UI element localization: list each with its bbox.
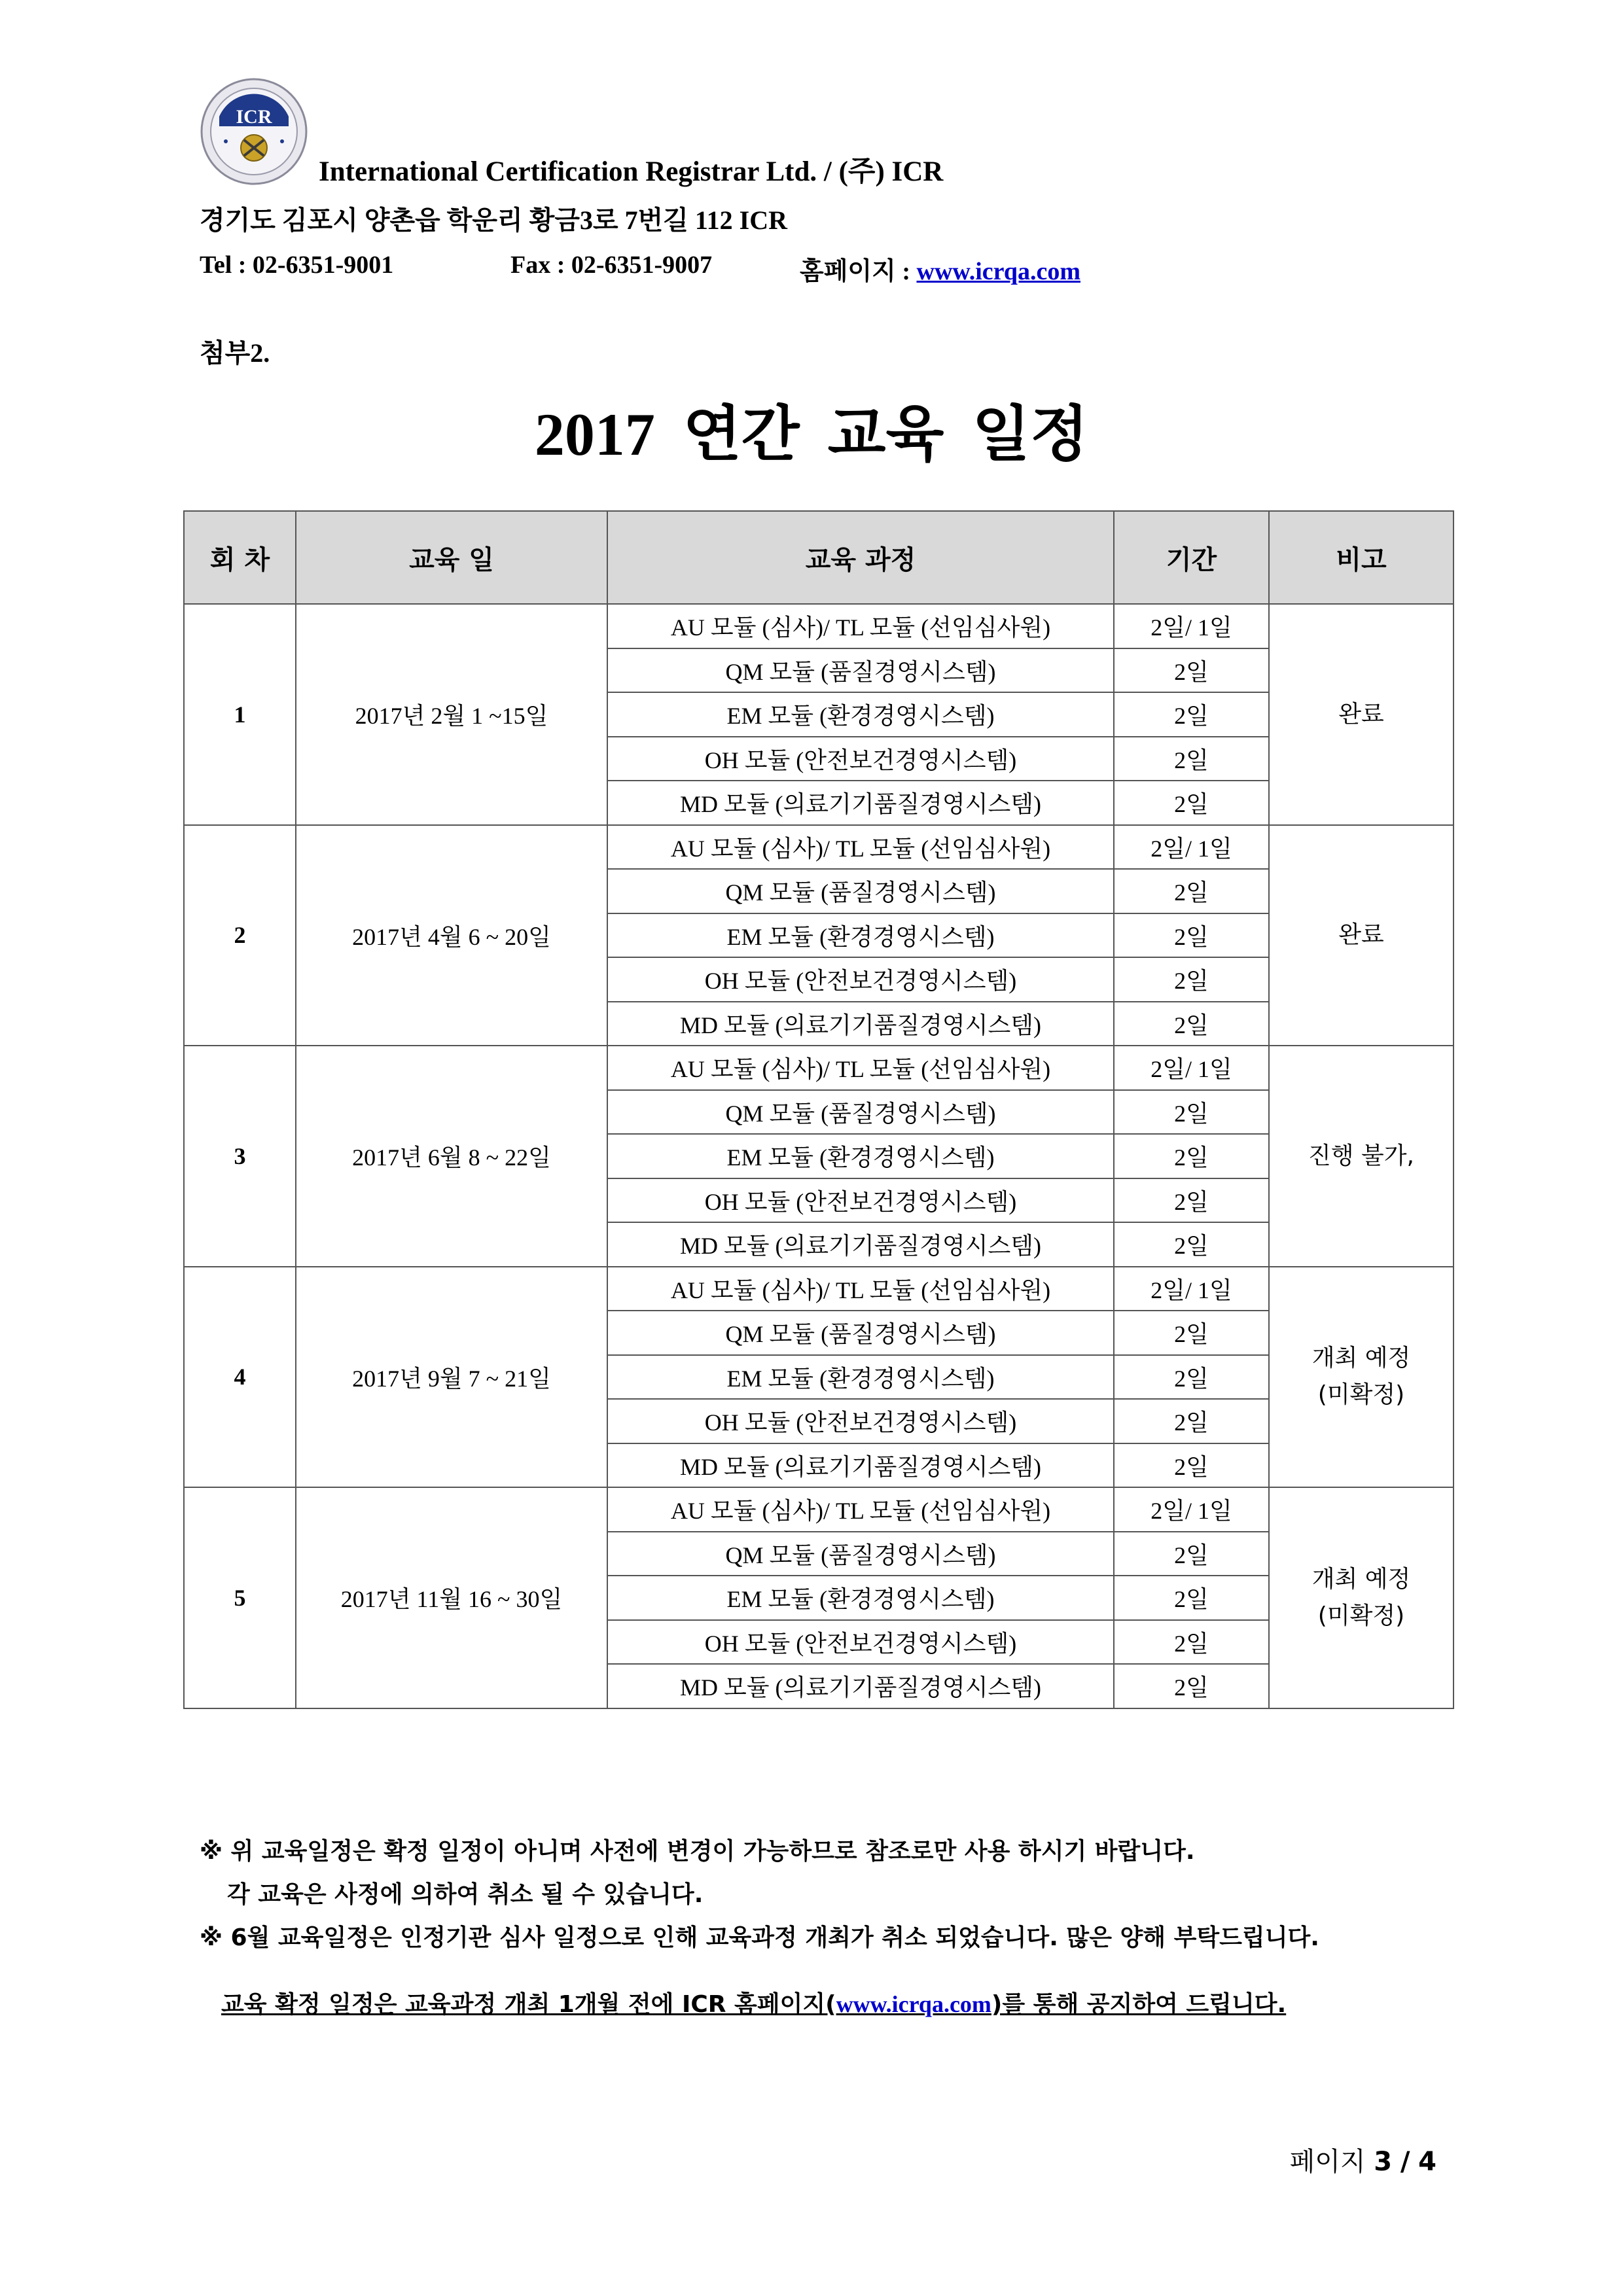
course-period: 2일/ 1일 [1114, 1046, 1269, 1090]
round-note [1269, 1267, 1454, 1488]
course-period: 2일 [1114, 1002, 1269, 1046]
course-name: EM 모듈 (환경경영시스템) [607, 1355, 1114, 1400]
round-note [1269, 604, 1454, 825]
round-note-line: 완료 [1338, 700, 1384, 728]
round-number: 2 [184, 825, 296, 1046]
round-note-line: (미확정) [1317, 1602, 1405, 1629]
course-name: EM 모듈 (환경경영시스템) [607, 692, 1114, 737]
course-name: QM 모듈 (품질경영시스템) [607, 1090, 1114, 1135]
course-period: 2일 [1114, 692, 1269, 737]
course-period: 2일 [1114, 1222, 1269, 1267]
document-title: 2017 연간 교육 일정 [534, 401, 1089, 468]
page-separator: / [1400, 2147, 1410, 2177]
table-row [184, 1046, 1454, 1090]
round-number: 5 [184, 1487, 296, 1708]
course-period: 2일 [1114, 1620, 1269, 1665]
round-note-line: 완료 [1338, 921, 1384, 949]
round-date: 2017년 6월 8 ~ 22일 [296, 1046, 607, 1267]
course-period: 2일 [1114, 781, 1269, 825]
page-current: 3 [1374, 2147, 1393, 2177]
round-number: 1 [184, 604, 296, 825]
course-name: QM 모듈 (품질경영시스템) [607, 1532, 1114, 1576]
course-period: 2일 [1114, 1443, 1269, 1488]
course-name: QM 모듈 (품질경영시스템) [607, 1311, 1114, 1355]
header-round: 회 차 [184, 511, 296, 604]
company-name: International Certification Registrar Ltd. / (주) ICR [319, 156, 944, 187]
course-name: OH 모듈 (안전보건경영시스템) [607, 957, 1114, 1002]
course-period: 2일 [1114, 1134, 1269, 1178]
final-notice-link[interactable]: www.icrqa.com [836, 1991, 991, 2017]
round-note-line: 개최 예정 [1311, 1345, 1411, 1372]
course-period: 2일 [1114, 869, 1269, 913]
schedule-table [183, 510, 1454, 1709]
note-line: ※ 6월 교육일정은 인정기관 심사 일정으로 인해 교육과정 개최가 취소 되었습니다. 많은 양해 부탁드립니다. [200, 1924, 1319, 1951]
round-date: 2017년 11월 16 ~ 30일 [296, 1487, 607, 1708]
notes-block [200, 1832, 1319, 1962]
round-note [1269, 1487, 1454, 1708]
note-line: 각 교육은 사정에 의하여 취소 될 수 있습니다. [227, 1881, 704, 1908]
svg-text:ICR: ICR [236, 106, 272, 128]
round-date: 2017년 4월 6 ~ 20일 [296, 825, 607, 1046]
course-period: 2일 [1114, 1355, 1269, 1400]
course-name: OH 모듈 (안전보건경영시스템) [607, 737, 1114, 781]
table-row [184, 604, 1454, 648]
course-name: OH 모듈 (안전보건경영시스템) [607, 1620, 1114, 1665]
company-address: 경기도 김포시 양촌읍 학운리 황금3로 7번길 112 ICR [200, 205, 788, 235]
course-name: MD 모듈 (의료기기품질경영시스템) [607, 1664, 1114, 1708]
course-name: MD 모듈 (의료기기품질경영시스템) [607, 1002, 1114, 1046]
homepage-row [800, 251, 1080, 287]
attachment-label: 첨부2. [200, 338, 270, 368]
course-period: 2일 [1114, 1532, 1269, 1576]
final-notice-after: )를 통해 공지하여 드립니다. [991, 1991, 1287, 2018]
page-number [1290, 2141, 1436, 2178]
table-row [184, 1487, 1454, 1532]
course-name: MD 모듈 (의료기기품질경영시스템) [607, 1443, 1114, 1488]
homepage-label: 홈페이지 : [800, 258, 910, 285]
note-line: ※ 위 교육일정은 확정 일정이 아니며 사전에 변경이 가능하므로 참조로만 사용 하시기 바랍니다. [200, 1838, 1195, 1865]
header-note: 비고 [1269, 511, 1454, 604]
course-name: MD 모듈 (의료기기품질경영시스템) [607, 781, 1114, 825]
round-number: 3 [184, 1046, 296, 1267]
round-note-line: 진행 불가, [1308, 1142, 1414, 1169]
course-period: 2일 [1114, 1664, 1269, 1708]
course-period: 2일 [1114, 737, 1269, 781]
icr-logo [200, 77, 308, 186]
round-number: 4 [184, 1267, 296, 1488]
header-period: 기간 [1114, 511, 1269, 604]
tel-number: Tel : 02-6351-9001 [200, 251, 394, 279]
course-name: AU 모듈 (심사)/ TL 모듈 (선임심사원) [607, 825, 1114, 870]
round-note-line: (미확정) [1317, 1381, 1405, 1409]
course-period: 2일/ 1일 [1114, 1267, 1269, 1311]
homepage-link[interactable]: www.icrqa.com [916, 258, 1080, 285]
course-name: EM 모듈 (환경경영시스템) [607, 913, 1114, 958]
page-label: 페이지 [1289, 2147, 1366, 2177]
round-note [1269, 825, 1454, 1046]
table-header-row [184, 511, 1454, 604]
course-name: QM 모듈 (품질경영시스템) [607, 869, 1114, 913]
course-name: EM 모듈 (환경경영시스템) [607, 1134, 1114, 1178]
course-period: 2일 [1114, 1399, 1269, 1443]
round-date: 2017년 2월 1 ~15일 [296, 604, 607, 825]
fax-number: Fax : 02-6351-9007 [510, 251, 713, 279]
course-period: 2일 [1114, 1178, 1269, 1223]
course-period: 2일 [1114, 1576, 1269, 1620]
course-name: OH 모듈 (안전보건경영시스템) [607, 1399, 1114, 1443]
course-name: EM 모듈 (환경경영시스템) [607, 1576, 1114, 1620]
course-period: 2일 [1114, 1311, 1269, 1355]
course-name: AU 모듈 (심사)/ TL 모듈 (선임심사원) [607, 1487, 1114, 1532]
table-row [184, 1267, 1454, 1311]
course-name: QM 모듈 (품질경영시스템) [607, 648, 1114, 693]
round-note [1269, 1046, 1454, 1267]
final-notice-before: 교육 확정 일정은 교육과정 개최 1개월 전에 ICR 홈페이지( [221, 1991, 836, 2018]
course-name: AU 모듈 (심사)/ TL 모듈 (선임심사원) [607, 1046, 1114, 1090]
header-course: 교육 과정 [607, 511, 1114, 604]
course-period: 2일 [1114, 913, 1269, 958]
final-notice [221, 1986, 1286, 2019]
round-note-line: 개최 예정 [1311, 1565, 1411, 1593]
course-name: AU 모듈 (심사)/ TL 모듈 (선임심사원) [607, 604, 1114, 648]
course-period: 2일/ 1일 [1114, 825, 1269, 870]
round-date: 2017년 9월 7 ~ 21일 [296, 1267, 607, 1488]
table-body [184, 604, 1454, 1708]
page-total: 4 [1418, 2147, 1436, 2177]
course-period: 2일 [1114, 648, 1269, 693]
course-period: 2일 [1114, 1090, 1269, 1135]
course-name: AU 모듈 (심사)/ TL 모듈 (선임심사원) [607, 1267, 1114, 1311]
course-period: 2일/ 1일 [1114, 604, 1269, 648]
header-date: 교육 일 [296, 511, 607, 604]
course-period: 2일 [1114, 957, 1269, 1002]
course-name: OH 모듈 (안전보건경영시스템) [607, 1178, 1114, 1223]
table-row [184, 825, 1454, 870]
course-period: 2일/ 1일 [1114, 1487, 1269, 1532]
course-name: MD 모듈 (의료기기품질경영시스템) [607, 1222, 1114, 1267]
